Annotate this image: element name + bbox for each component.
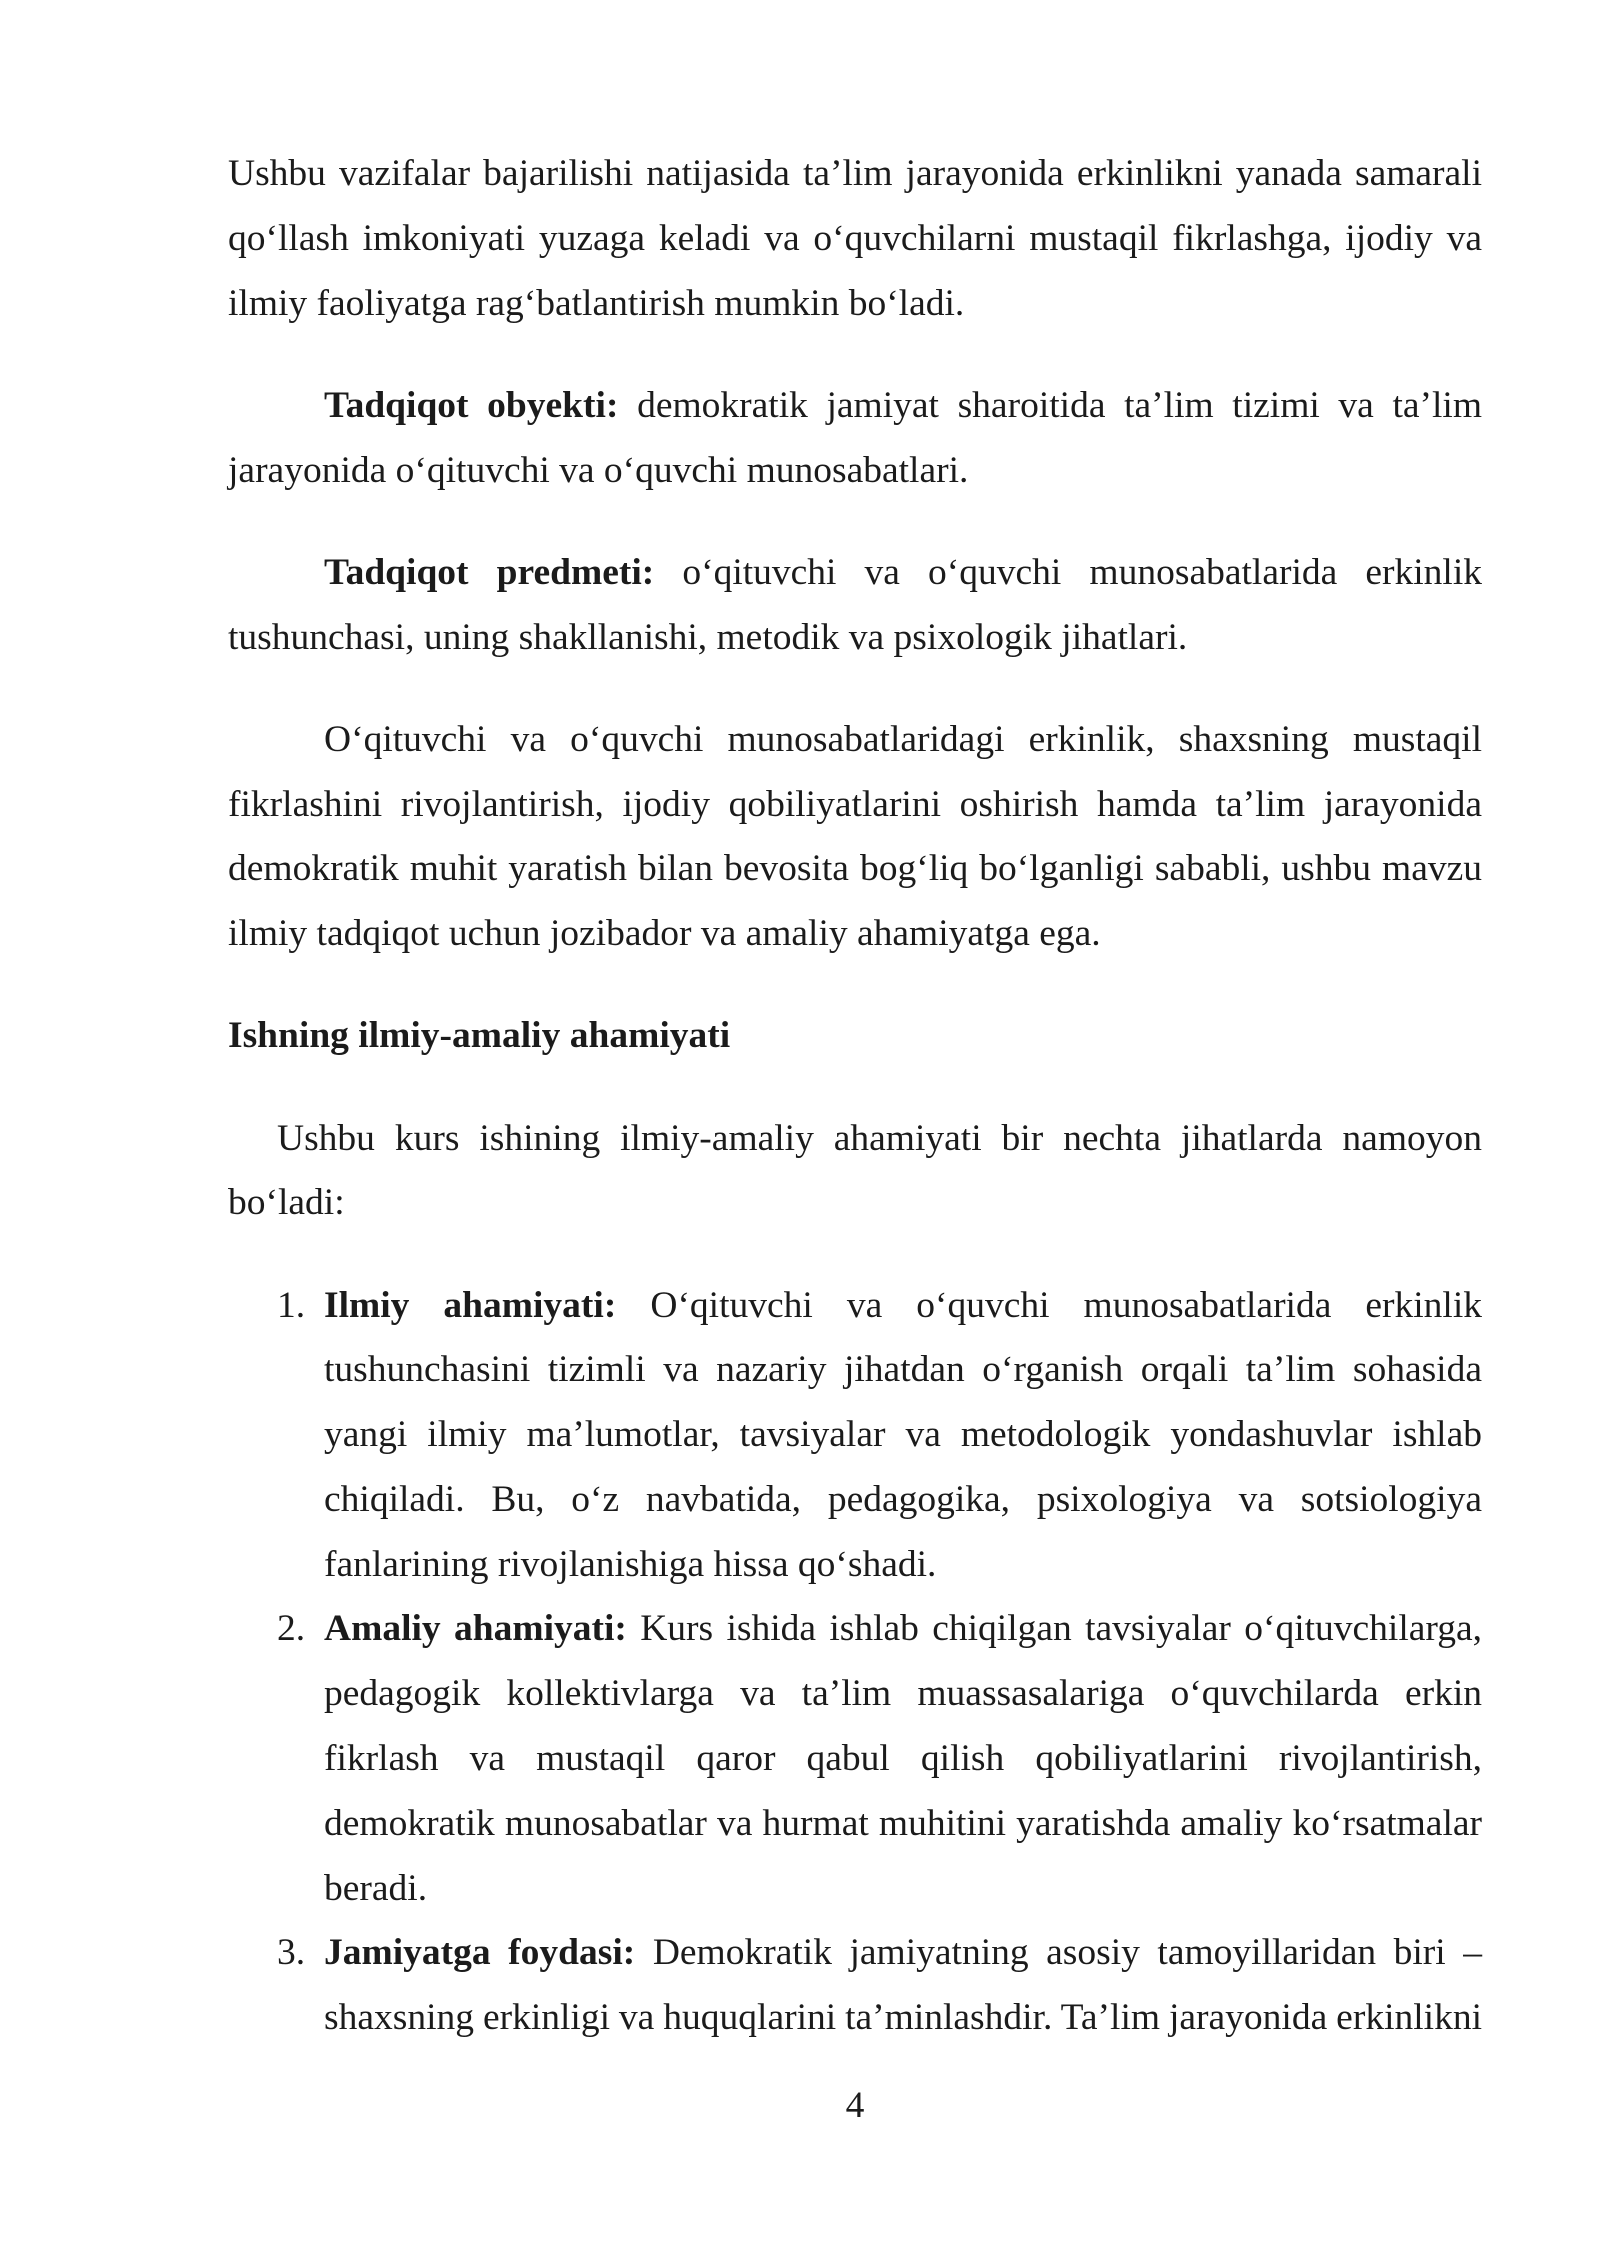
line-text: o‘qituvchi va o‘quvchi munosabatlarida erkinlik (682, 551, 1482, 593)
list-marker: 1. (277, 1284, 306, 1326)
list-item-line: fanlarining rivojlanishiga hissa qo‘shadi. (324, 1543, 937, 1585)
paragraph-research-subject (228, 541, 1482, 671)
list-item-line: yangi ilmiy ma’lumotlar, tavsiyalar va metodologik yondashuvlar ishlab (324, 1414, 1482, 1456)
paragraph-line: fikrlashini rivojlantirish, ijodiy qobiliyatlarini oshirish hamda ta’lim jarayonida (228, 783, 1482, 825)
list-item-line: tushunchasini tizimli va nazariy jihatdan o‘rganish orqali ta’lim sohasida (324, 1349, 1482, 1391)
list-item (228, 1274, 1482, 1598)
paragraph-line: Ushbu vazifalar bajarilishi natijasida ta’lim jarayonida erkinlikni yanada samarali (228, 153, 1482, 194)
line-text: Demokratik jamiyatning asosiy tamoyillaridan biri – (652, 1932, 1482, 1974)
list-item-line: beradi. (324, 1867, 428, 1909)
paragraph-line: qo‘llash imkoniyati yuzaga keladi va o‘quvchilarni mustaqil fikrlashga, ijodiy va (228, 217, 1482, 259)
bold-label: Amaliy ahamiyati: (324, 1608, 627, 1650)
line-text: demokratik jamiyat sharoitida ta’lim tizimi va ta’lim (637, 384, 1483, 426)
paragraph-research-object (228, 374, 1482, 504)
paragraph-relevance (228, 708, 1482, 967)
numbered-list (228, 1274, 1482, 2052)
paragraph-line (228, 541, 1482, 606)
section-heading-text: Ishning ilmiy-amaliy ahamiyati (228, 1015, 731, 1057)
list-item-line (324, 1921, 1482, 1986)
list-item-line: fikrlash va mustaqil qaror qabul qilish qobiliyatlarini rivojlantirish, (324, 1738, 1482, 1780)
bold-label: Jamiyatga foydasi: (324, 1932, 636, 1974)
list-item (228, 1597, 1482, 1921)
paragraph-line: ilmiy tadqiqot uchun jozibador va amaliy ahamiyatga ega. (228, 913, 1101, 955)
bold-label: Tadqiqot obyekti: (324, 384, 619, 426)
line-text: O‘qituvchi va o‘quvchi munosabatlarida erkinlik (650, 1284, 1483, 1326)
list-marker: 2. (277, 1608, 306, 1650)
bold-label: Tadqiqot predmeti: (324, 551, 655, 593)
list-item-line (324, 1274, 1482, 1339)
list-item-line: chiqiladi. Bu, o‘z navbatida, pedagogika, psixologiya va sotsiologiya (324, 1478, 1482, 1520)
paragraph-line: bo‘ladi: (228, 1182, 345, 1224)
list-item-line (324, 1597, 1482, 1662)
list-marker: 3. (277, 1932, 306, 1974)
list-item (228, 1921, 1482, 2051)
paragraph-intro (228, 142, 1482, 336)
bold-label: Ilmiy ahamiyati: (324, 1284, 617, 1326)
paragraph-line: demokratik muhit yaratish bilan bevosita bog‘liq bo‘lganligi sababli, ushbu mavzu (228, 848, 1482, 890)
list-item-line: demokratik munosabatlar va hurmat muhitini yaratishda amaliy ko‘rsatmalar (324, 1802, 1482, 1844)
paragraph-section-intro (228, 1107, 1482, 1237)
page-number: 4 (845, 2085, 865, 2126)
section-heading (228, 1004, 1482, 1069)
paragraph-line: O‘qituvchi va o‘quvchi munosabatlaridagi erkinlik, shaxsning mustaqil (324, 718, 1482, 760)
document-body (228, 142, 1482, 2051)
list-item-line: pedagogik kollektivlarga va ta’lim muassasalariga o‘quvchilarda erkin (324, 1673, 1482, 1715)
list-item-line: shaxsning erkinligi va huquqlarini ta’minlashdir. Ta’lim jarayonida erkinlikni (324, 1997, 1482, 2039)
paragraph-line: ilmiy faoliyatga rag‘batlantirish mumkin bo‘ladi. (228, 282, 965, 324)
paragraph-line: jarayonida o‘qituvchi va o‘quvchi munosabatlari. (228, 449, 969, 491)
paragraph-line: Ushbu kurs ishining ilmiy-amaliy ahamiyati bir nechta jihatlarda namoyon (277, 1117, 1482, 1159)
paragraph-line: tushunchasi, uning shakllanishi, metodik va psixologik jihatlari. (228, 616, 1188, 658)
paragraph-line (228, 374, 1482, 439)
line-text: Kurs ishida ishlab chiqilgan tavsiyalar o‘qituvchilarga, (640, 1608, 1482, 1650)
